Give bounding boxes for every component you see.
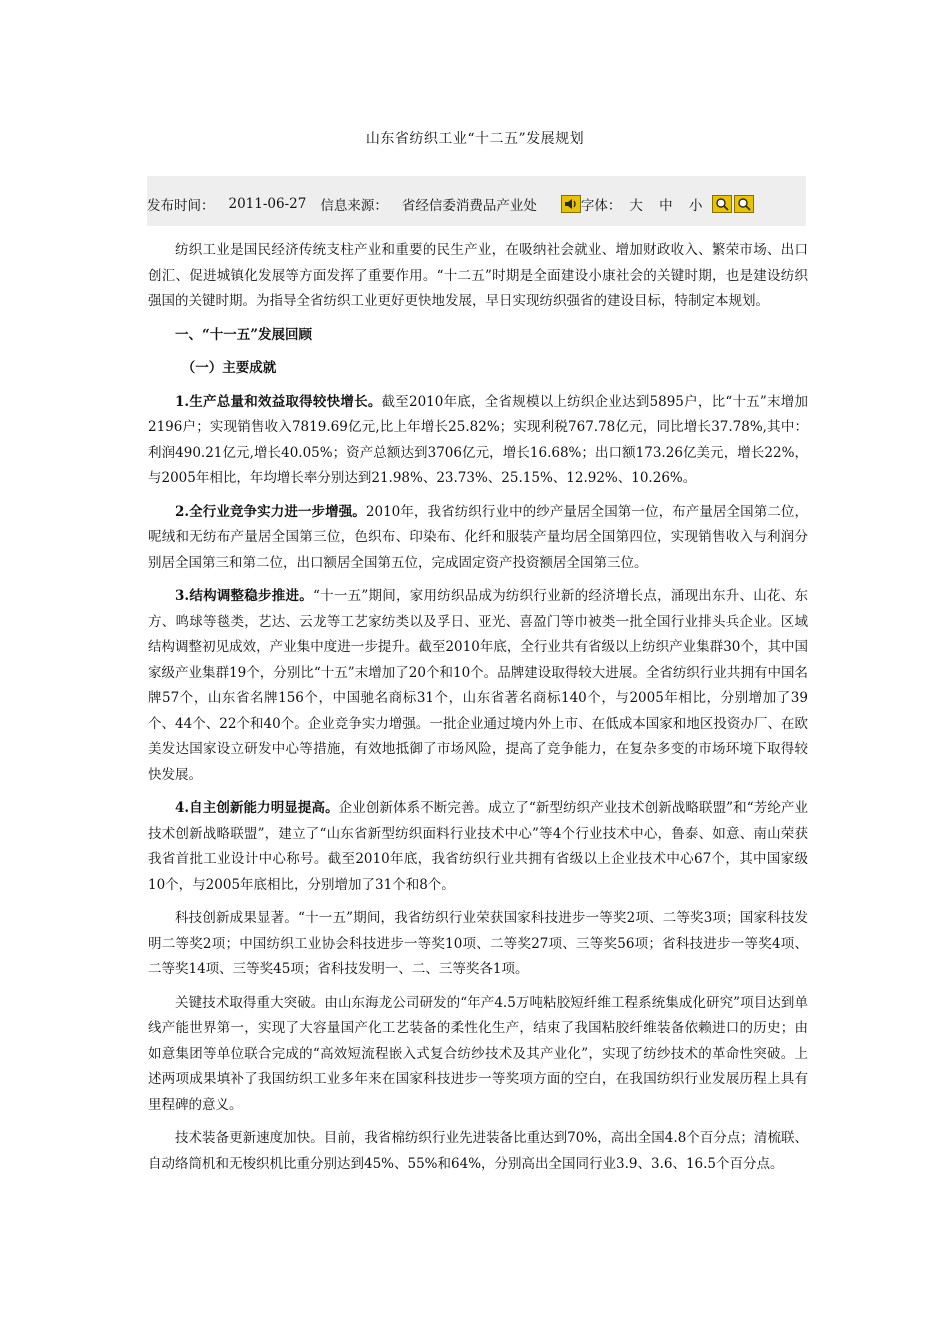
article-body [148,238,808,1185]
item-lead: 4.自主创新能力明显提高。 [175,800,339,816]
subsection-heading: （一）主要成就 [181,360,277,376]
zoom-out-icon[interactable] [734,195,754,213]
item-text: “十一五”期间，家用纺织品成为纺织行业新的经济增长点，涌现出东升、山花、东方、鸣球等毯类，艺达、云龙等工艺家纺类以及孚日、亚光、喜盈门等巾被类一批全国行业排头兵企业。区域结构调整初见成效，产业集中度进一步提升。截至2010年底，全行业共有省级以上纺织产业集群30个，其中国家级产业集群19个，分别比“十五”末增加了20个和10个。品牌建设取得较大进展。全省纺织行业共拥有中国名牌57个，山东省名牌156个，中国驰名商标31个，山东省著名商标140个，与2005年相比，分别增加了39个、44个、22个和40个。企业竞争实力增强。一批企业通过境内外上市、在低成本国家和地区投资办厂、在欧美发达国家设立研发中心等措施，有效地抵御了市场风险，提高了竞争能力，在复杂多变的市场环境下取得较快发展。 [148,588,808,783]
item-text: 截至2010年底，全省规模以上纺织企业达到5895户，比“十五”末增加2196户；实现销售收入7819.69亿元,比上年增长25.82%；实现利税767.78亿元，同比增长37.78%,其中：利润490.21亿元,增长40.05%；资产总额达到3706亿元，增长16.68%；出口额173.26亿美元，增长22%，与2005年相比，年均增长率分别达到21.98%、23.73%、25.15%、12.92%、10.26%。 [148,393,809,486]
item-lead: 3.结构调整稳步推进。 [175,588,314,604]
item-paragraph [148,584,808,788]
intro-paragraph: 纺织工业是国民经济传统支柱产业和重要的民生产业，在吸纳社会就业、增加财政收入、繁荣市场、出口创汇、促进城镇化发展等方面发挥了重要作用。“十二五”时期是全面建设小康社会的关键时期，也是建设纺织强国的关键时期。为指导全省纺织工业更好更快地发展，早日实现纺织强省的建设目标，特制定本规划。 [148,242,808,309]
body-paragraph: 技术装备更新速度加快。目前，我省棉纺织行业先进装备比重达到70%，高出全国4.8个百分点；清梳联、自动络筒机和无梭织机比重分别达到45%、55%和64%，分别高出全国同行业3.9、3.6、16.5个百分点。 [148,1130,808,1172]
publish-date: 2011-06-27 [228,196,307,212]
font-size-small[interactable]: 小 [688,198,703,214]
item-text: 企业创新体系不断完善。成立了“新型纺织产业技术创新战略联盟”和“芳纶产业技术创新战略联盟”，建立了“山东省新型纺织面料行业技术中心”等4个行业技术中心，鲁泰、如意、南山荣获我省首批工业设计中心称号。截至2010年底，我省纺织行业共拥有省级以上企业技术中心67个，其中国家级10个，与2005年底相比，分别增加了31个和8个。 [148,800,808,893]
zoom-in-icon[interactable] [712,195,732,213]
item-paragraph [148,390,808,492]
speaker-icon[interactable] [561,195,581,213]
meta-bar [147,176,806,226]
item-paragraph [148,500,808,577]
page-title: 山东省纺织工业“十二五”发展规划 [365,131,585,147]
item-lead: 1.生产总量和效益取得较快增长。 [175,393,382,410]
font-size-medium[interactable]: 中 [659,198,673,214]
font-size-label: 字体： [580,198,622,214]
body-paragraph: 关键技术取得重大突破。由山东海龙公司研发的“年产4.5万吨粘胶短纤维工程系统集成化研究”项目达到单线产能世界第一，实现了大容量国产化工艺装备的柔性化生产，结束了我国粘胶纤维装备依赖进口的历史；由如意集团等单位联合完成的“高效短流程嵌入式复合纺纱技术及其产业化”，实现了纺纱技术的革命性突破。上述两项成果填补了我国纺织工业多年来在国家科技进步一等奖项方面的空白，在我国纺织行业发展历程上具有里程碑的意义。 [148,994,808,1113]
section-heading: 一、“十一五”发展回顾 [175,326,313,343]
publish-label: 发布时间： [147,198,215,214]
body-paragraph: 科技创新成果显著。“十一五”期间，我省纺织行业荣获国家科技进步一等奖2项、二等奖3项；国家科技发明二等奖2项；中国纺织工业协会科技进步一等奖10项、二等奖27项、三等奖56项；省科技进步一等奖4项、二等奖14项、三等奖45项；省科技发明一、二、三等奖各1项。 [148,910,808,977]
item-paragraph [148,796,808,898]
font-size-large[interactable]: 大 [629,198,643,214]
item-text: 2010年，我省纺织行业中的纱产量居全国第一位，布产量居全国第二位，呢绒和无纺布产量居全国第三位，色织布、印染布、化纤和服装产量均居全国第四位，实现销售收入与利润分别居全国第三和第二位，出口额居全国第五位，完成固定资产投资额居全国第三位。 [148,503,809,571]
item-lead: 2.全行业竞争实力进一步增强。 [175,503,366,520]
source-label: 信息来源： [320,198,388,214]
source-value: 省经信委消费品产业处 [401,198,537,214]
